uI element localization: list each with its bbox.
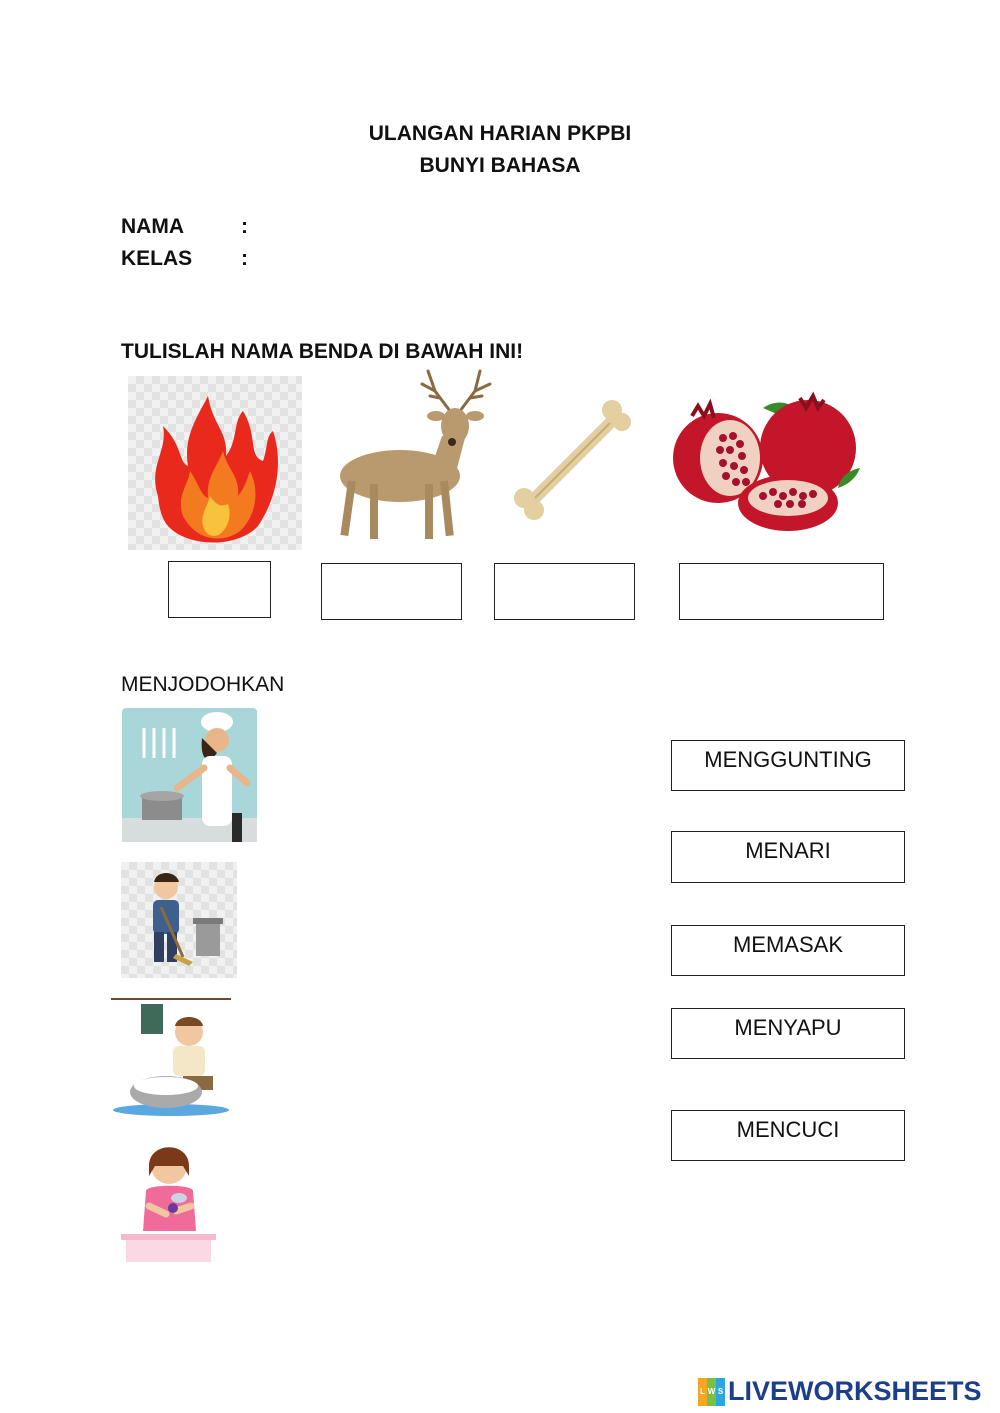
worksheet-title: ULANGAN HARIAN PKPBI xyxy=(368,122,632,145)
chef-picture xyxy=(122,708,257,842)
word-box-menari[interactable]: MENARI xyxy=(671,831,905,883)
chef-cooking-icon xyxy=(122,708,257,842)
answer-box-fire[interactable] xyxy=(168,561,271,618)
fire-picture xyxy=(128,376,302,550)
name-label: NAMA xyxy=(121,215,184,238)
word-box-menggunting[interactable]: MENGGUNTING xyxy=(671,740,905,791)
liveworksheets-logo-icon xyxy=(698,1378,726,1406)
bone-picture xyxy=(510,398,635,523)
worksheet-subtitle: BUNYI BAHASA xyxy=(419,154,581,177)
logo-letter-w: W xyxy=(707,1378,716,1406)
deer-icon xyxy=(330,366,500,546)
logo-letter-l: L xyxy=(698,1378,707,1406)
cutting-picture xyxy=(121,1136,221,1264)
name-colon: : xyxy=(241,215,248,238)
fire-icon xyxy=(128,376,302,550)
pomegranate-icon xyxy=(668,378,868,538)
boy-washing-clothes-icon xyxy=(111,994,233,1116)
answer-box-pomegranate[interactable] xyxy=(679,563,884,620)
section2-heading: MENJODOHKAN xyxy=(121,673,285,696)
pomegranate-picture xyxy=(668,378,868,538)
answer-box-deer[interactable] xyxy=(321,563,462,620)
liveworksheets-brand: LIVEWORKSHEETS xyxy=(728,1376,982,1406)
answer-box-bone[interactable] xyxy=(494,563,635,620)
word-box-menyapu[interactable]: MENYAPU xyxy=(671,1008,905,1059)
washing-picture xyxy=(111,994,233,1116)
boy-sweeping-icon xyxy=(121,862,237,978)
sweeping-picture xyxy=(121,862,237,978)
bone-icon xyxy=(510,398,635,523)
girl-cutting-icon xyxy=(121,1136,221,1264)
logo-letter-s: S xyxy=(716,1378,725,1406)
class-label: KELAS xyxy=(121,247,193,270)
word-box-mencuci[interactable]: MENCUCI xyxy=(671,1110,905,1161)
class-colon: : xyxy=(241,247,248,270)
section1-instruction: TULISLAH NAMA BENDA DI BAWAH INI! xyxy=(121,340,524,363)
word-box-memasak[interactable]: MEMASAK xyxy=(671,925,905,976)
deer-picture xyxy=(330,366,500,546)
